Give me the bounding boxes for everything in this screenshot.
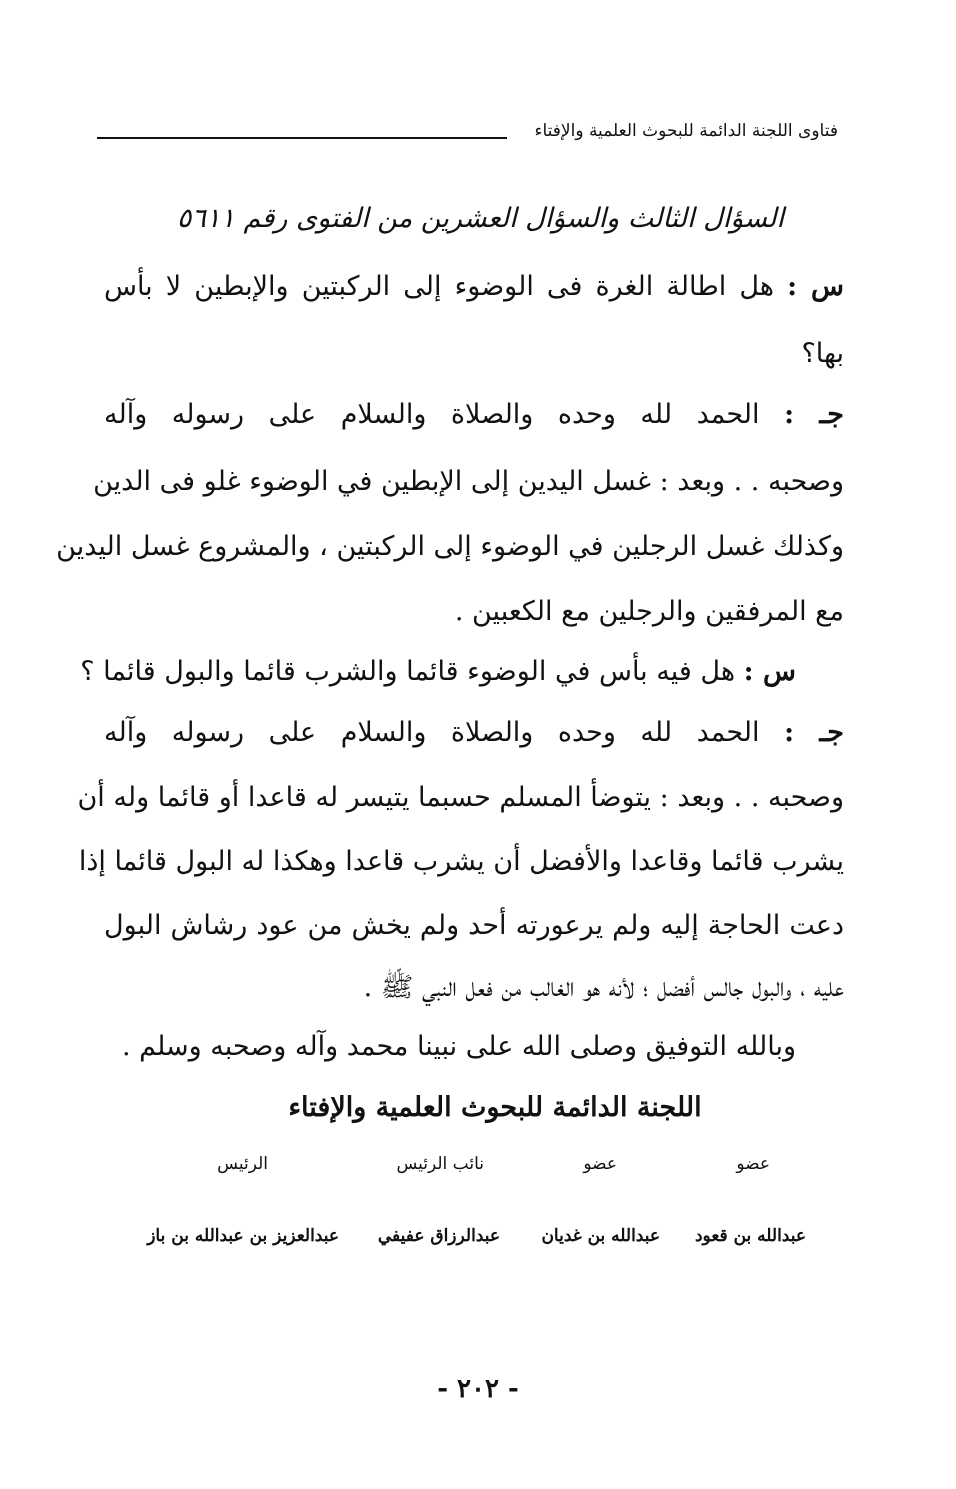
question-text: هل اطالة الغرة فى الوضوء إلى الركبتين والإبطين لا بأس [104,271,775,302]
answer-1-line-3: وكذلك غسل الرجلين في الوضوء إلى الركبتين ، والمشروع غسل اليدين [56,531,844,562]
answer-1-line-2: وصحبه . . وبعد : غسل اليدين إلى الإبطين في الوضوء غلو فى الدين [93,466,844,497]
page-number: - ٢٠٢ - [437,1374,519,1404]
signatory-role: نائب الرئيس [396,1154,484,1174]
question-marker: س : [743,656,796,687]
question-1-line-2: بها؟ [801,338,844,369]
answer-2-line-5: عليه ، والبول جالس أفضل ؛ لأنه هو الغالب من فعل النبي ﷺ . [363,972,844,1003]
answer-2-line-3: يشرب قائما وقاعدا والأفضل أن يشرب قاعدا وهكذا له البول قائما إذا [78,846,844,877]
question-text: هل فيه بأس في الوضوء قائما والشرب قائما والبول قائما ؟ [80,656,736,687]
answer-marker: جـ : [784,717,844,748]
signatory-role: عضو [583,1154,617,1174]
answer-text: الحمد لله وحده والصلاة والسلام على رسوله وآله [104,399,760,430]
answer-marker: جـ : [784,399,844,430]
answer-2-line-2: وصحبه . . وبعد : يتوضأ المسلم حسبما يتيسر له قاعدا أو قائما وله أن [77,782,844,813]
signatory-name: عبدالله بن غديان [541,1226,660,1246]
question-marker: س : [787,271,844,302]
committee-name: اللجنة الدائمة للبحوث العلمية والإفتاء [288,1092,702,1123]
signatory-name: عبدالعزيز بن عبدالله بن باز [147,1226,339,1246]
answer-text: الحمد لله وحده والصلاة والسلام على رسوله وآله [104,717,760,748]
signatory-role: عضو [736,1154,770,1174]
running-header: فتاوى اللجنة الدائمة للبحوث العلمية والإفتاء [534,121,838,141]
answer-2-line-4: دعت الحاجة إليه ولم يرعورته أحد ولم يخش من عود رشاش البول [104,910,844,941]
header-rule [97,137,507,139]
question-1-line-1 [104,271,844,302]
answer-1-line-1 [104,399,844,430]
signatory-name: عبدالرزاق عفيفي [377,1226,500,1246]
answer-2-line-1 [104,717,844,748]
question-2 [80,656,796,687]
question-title: السؤال الثالث والسؤال العشرين من الفتوى رقم ٥٦١١ [176,203,784,234]
signatory-name: عبدالله بن قعود [694,1226,806,1246]
signatory-role: الرئيس [217,1154,268,1174]
answer-1-line-4: مع المرفقين والرجلين مع الكعبين . [454,596,844,627]
closing-prayer: وبالله التوفيق وصلى الله على نبينا محمد وآله وصحبه وسلم . [121,1031,796,1062]
